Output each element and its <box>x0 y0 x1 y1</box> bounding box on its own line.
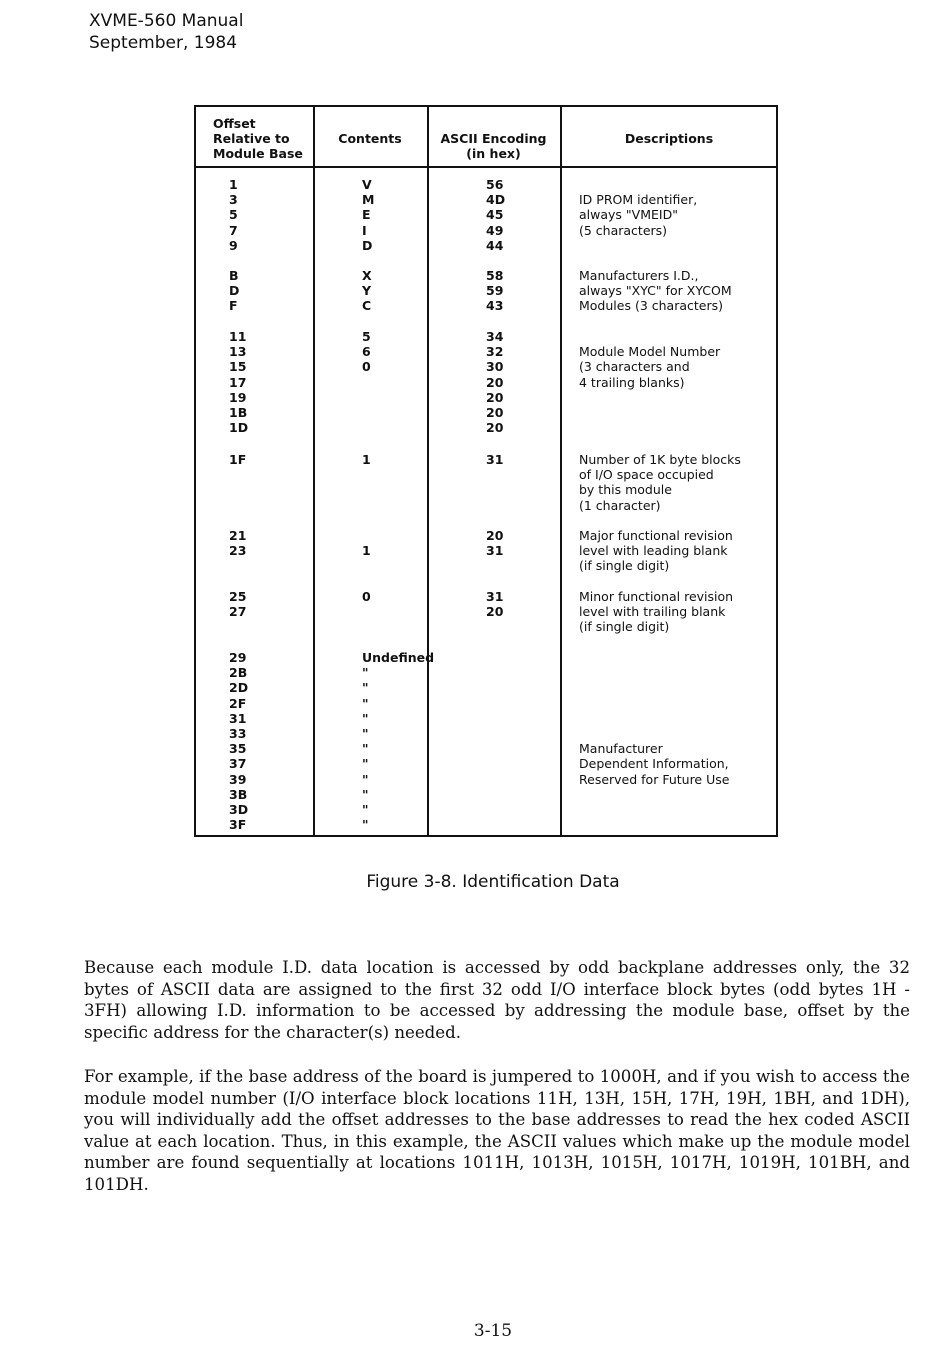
contents-cells <box>362 177 374 253</box>
contents-cell: " <box>362 786 369 802</box>
ascii-cell: 20 <box>486 374 504 390</box>
description-cell: always "VMEID" <box>579 207 678 223</box>
description-cell: Reserved for Future Use <box>579 771 730 787</box>
body-paragraph-2: For example, if the base address of the board is jumpered to 1000H, and if you wish to access the module model number (I/O interface block locations 11H, 13H, 15H, 17H, 19H, 1BH, and 1DH), you will individually add the offset addresses to the base addresses to read the hex coded ASCII value at each location. Thus, in this example, the ASCII values which make up the module model number are found sequentially at locations 1011H, 1013H, 1015H, 1017H, 1019H, 101BH, and 101DH. <box>84 1067 910 1194</box>
description-cell: ID PROM identifier, <box>579 192 698 208</box>
ascii-cell: 30 <box>486 359 504 375</box>
description-cell <box>579 726 729 741</box>
description-cells <box>579 589 733 635</box>
contents-cells <box>362 452 371 467</box>
column-divider <box>560 107 562 835</box>
page-header <box>89 10 243 54</box>
manual-title: XVME-560 Manual <box>89 11 244 31</box>
offset-cell: F <box>229 298 238 314</box>
contents-cell: 5 <box>362 329 371 344</box>
offset-cell: 23 <box>229 543 247 559</box>
offset-cell: 31 <box>229 710 247 726</box>
offset-cell: 3F <box>229 817 247 833</box>
offset-cells <box>229 177 238 253</box>
offset-cell: 3D <box>229 801 249 817</box>
description-cell: Manufacturers I.D., <box>579 268 699 283</box>
description-cell: (if single digit) <box>579 558 670 574</box>
offset-cell: 3B <box>229 786 248 802</box>
ascii-cells <box>486 528 503 558</box>
contents-cell: " <box>362 771 369 787</box>
description-cell: Dependent Information, <box>579 756 729 772</box>
description-cells <box>579 452 741 513</box>
header-descriptions: Descriptions <box>624 131 714 146</box>
description-cell: by this module <box>579 482 672 498</box>
description-cell: 4 trailing blanks) <box>579 374 685 390</box>
ascii-cell: 20 <box>486 528 504 543</box>
offset-cell: 11 <box>229 329 247 344</box>
description-cells <box>579 528 733 574</box>
contents-cell: 0 <box>362 359 371 375</box>
offset-cell: 27 <box>229 604 247 620</box>
description-cell: (5 characters) <box>579 222 668 238</box>
offset-cells <box>229 589 246 619</box>
ascii-cell: 34 <box>486 329 504 344</box>
contents-cells <box>362 268 372 314</box>
offset-cells <box>229 528 246 558</box>
offset-cell: 7 <box>229 222 238 238</box>
contents-cell: C <box>362 298 372 314</box>
description-cell: level with leading blank <box>579 543 728 559</box>
description-cell <box>579 696 729 711</box>
ascii-cell: 20 <box>486 420 504 436</box>
ascii-cell: 20 <box>486 389 504 405</box>
contents-cells <box>362 329 371 375</box>
contents-cell: " <box>362 665 369 681</box>
contents-cell: D <box>362 237 373 253</box>
description-cell <box>579 711 729 726</box>
identification-data-table <box>194 105 778 837</box>
ascii-cell: 31 <box>486 589 504 604</box>
contents-cell: 6 <box>362 344 371 360</box>
ascii-cell: 31 <box>486 543 504 559</box>
ascii-cell: 32 <box>486 344 504 360</box>
offset-cell: B <box>229 268 239 283</box>
contents-cell: " <box>362 695 369 711</box>
contents-cell: E <box>362 207 371 223</box>
description-cells <box>579 177 697 238</box>
description-cell: (1 character) <box>579 497 661 513</box>
page-number: 3-15 <box>473 1321 513 1341</box>
manual-date: September, 1984 <box>89 33 238 53</box>
description-cell: Manufacturer <box>579 741 663 757</box>
offset-cell: 19 <box>229 389 247 405</box>
offset-cells <box>229 650 248 832</box>
header-contents: Contents <box>338 131 402 146</box>
offset-cell: 1B <box>229 404 248 420</box>
offset-cell: 25 <box>229 589 247 604</box>
offset-cell: D <box>229 283 240 299</box>
offset-cell: 33 <box>229 725 247 741</box>
description-cell <box>579 177 697 192</box>
description-cell: Number of 1K byte blocks <box>579 452 741 467</box>
offset-cell: 1 <box>229 177 238 192</box>
offset-cell: 2B <box>229 665 248 681</box>
contents-cell: 1 <box>362 452 371 467</box>
ascii-cell: 4D <box>486 192 506 208</box>
ascii-cell: 56 <box>486 177 504 192</box>
ascii-cell: 49 <box>486 222 504 238</box>
offset-cell: 17 <box>229 374 247 390</box>
header-divider <box>196 166 776 168</box>
description-cell: always "XYC" for XYCOM <box>579 283 732 299</box>
contents-cell: M <box>362 192 375 208</box>
ascii-cell: 59 <box>486 283 504 299</box>
offset-cell: 35 <box>229 741 247 757</box>
contents-cell: I <box>362 222 367 238</box>
description-cell: Minor functional revision <box>579 589 734 604</box>
ascii-cell: 45 <box>486 207 504 223</box>
offset-cell: 21 <box>229 528 247 543</box>
ascii-cells <box>486 452 503 467</box>
contents-cell <box>362 528 371 543</box>
contents-cells <box>362 589 371 604</box>
contents-cell: Undefined <box>362 650 435 665</box>
ascii-cells <box>486 329 503 435</box>
description-cell: Module Model Number <box>579 344 721 360</box>
offset-cell: 13 <box>229 344 247 360</box>
contents-cells <box>362 650 434 832</box>
offset-cell: 3 <box>229 192 238 208</box>
contents-cell: " <box>362 801 369 817</box>
offset-cell: 2D <box>229 680 249 696</box>
description-cell <box>579 665 729 680</box>
offset-cell: 9 <box>229 237 238 253</box>
description-cell: level with trailing blank <box>579 604 726 620</box>
offset-cells <box>229 329 248 435</box>
contents-cell: " <box>362 725 369 741</box>
body-paragraph-1: Because each module I.D. data location is accessed by odd backplane addresses only, the 32 bytes of ASCII data are assigned to the first 32 odd I/O interface block bytes (odd bytes 1H - 3FH) allowing I.D. information to be accessed by addressing the module base, offset by the specific address for the character(s) needed. <box>84 958 910 1042</box>
ascii-cells <box>486 268 503 314</box>
ascii-cell: 31 <box>486 452 504 467</box>
description-cell <box>579 680 729 695</box>
offset-cell: 29 <box>229 650 247 665</box>
contents-cell: " <box>362 756 369 772</box>
offset-cell: 15 <box>229 359 247 375</box>
description-cells <box>579 650 729 787</box>
description-cell <box>579 650 729 665</box>
ascii-cell: 43 <box>486 298 504 314</box>
figure-caption: Figure 3-8. Identification Data <box>366 872 620 892</box>
contents-cell: " <box>362 741 369 757</box>
offset-cell: 5 <box>229 207 238 223</box>
contents-cell: X <box>362 268 372 283</box>
ascii-cell: 58 <box>486 268 504 283</box>
ascii-cell: 44 <box>486 237 504 253</box>
offset-cells <box>229 268 239 314</box>
contents-cell: V <box>362 177 372 192</box>
description-cells <box>579 329 720 390</box>
description-cell: Modules (3 characters) <box>579 298 723 314</box>
description-cell: of I/O space occupied <box>579 467 714 483</box>
contents-cell: 0 <box>362 589 371 604</box>
contents-cells <box>362 528 371 558</box>
description-cells <box>579 268 732 314</box>
offset-cells <box>229 452 246 467</box>
contents-cell: Y <box>362 283 372 299</box>
description-cell: (if single digit) <box>579 619 670 635</box>
contents-cell: " <box>362 680 369 696</box>
offset-cell: 1F <box>229 452 247 467</box>
column-divider <box>313 107 315 835</box>
contents-cell: 1 <box>362 543 371 559</box>
contents-cell: " <box>362 710 369 726</box>
header-offset: Offset Relative to Module Base <box>213 116 303 161</box>
ascii-cells <box>486 177 505 253</box>
offset-cell: 39 <box>229 771 247 787</box>
contents-cell: " <box>362 817 369 833</box>
header-ascii-encoding: ASCII Encoding (in hex) <box>440 131 547 161</box>
description-cell <box>579 329 720 344</box>
description-cell: (3 characters and <box>579 359 690 375</box>
description-cell: Major functional revision <box>579 528 733 543</box>
offset-cell: 37 <box>229 756 247 772</box>
ascii-cell: 20 <box>486 604 504 620</box>
ascii-cells <box>486 589 503 619</box>
offset-cell: 1D <box>229 420 249 436</box>
ascii-cell: 20 <box>486 404 504 420</box>
offset-cell: 2F <box>229 695 247 711</box>
